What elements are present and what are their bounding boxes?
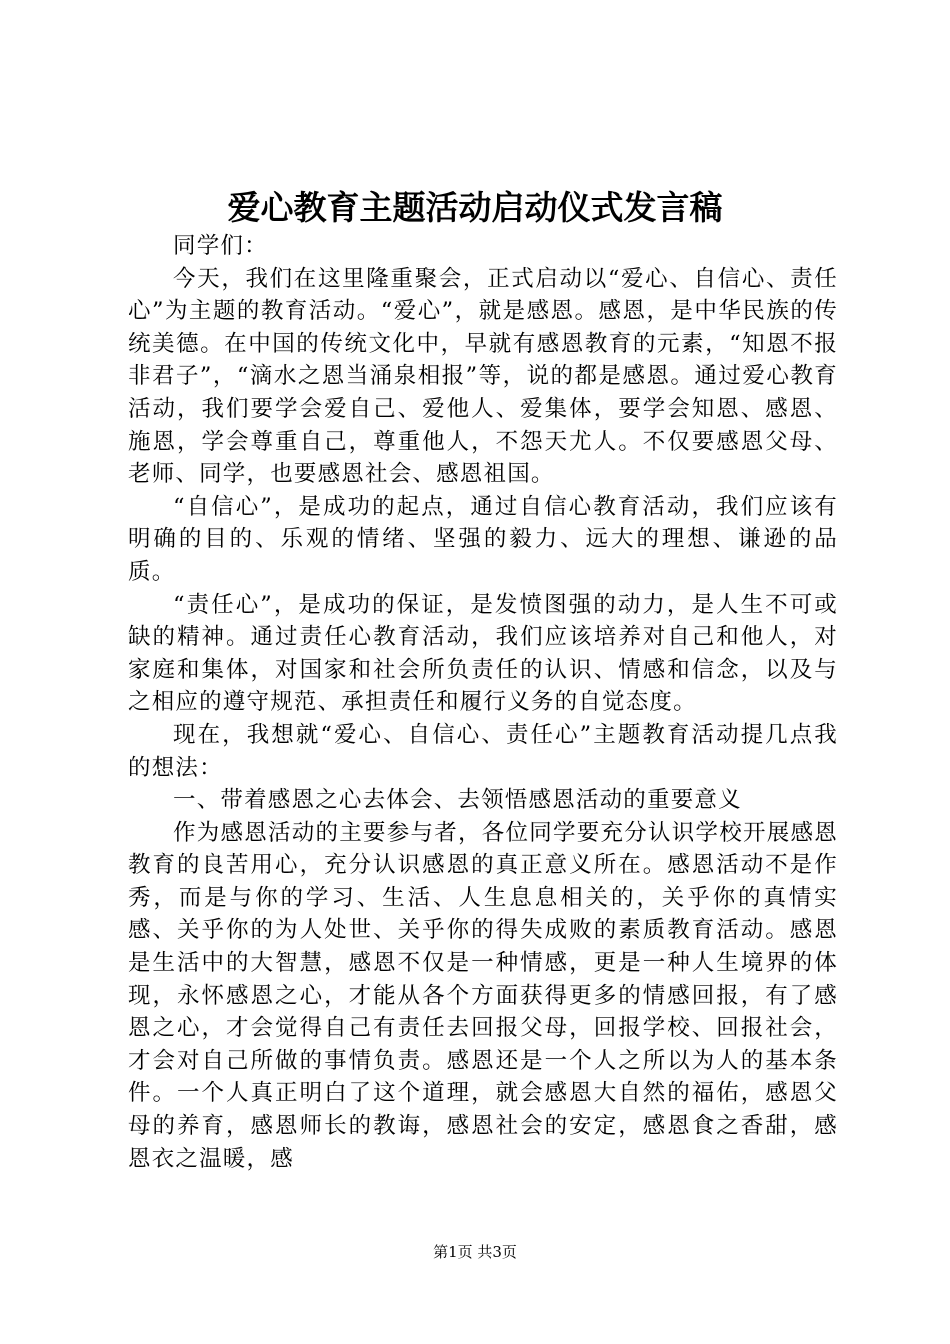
paragraph-responsibility: “责任心”，是成功的保证，是发愤图强的动力，是人生不可或缺的精神。通过责任心教育活动，我们应该培养对自己和他人，对家庭和集体，对国家和社会所负责任的认识、情感和信念，以及与之相应的遵守规范、承担责任和履行义务的自觉态度。 xyxy=(128,591,838,716)
section-heading-1: 一、带着感恩之心去体会、去领悟感恩活动的重要意义 xyxy=(173,787,742,814)
document-title: 爱心教育主题活动启动仪式发言稿 xyxy=(227,188,723,227)
salutation: 同学们： xyxy=(173,233,268,259)
document-body xyxy=(128,230,838,1175)
paragraph-proposal: 现在，我想就“爱心、自信心、责任心”主题教育活动提几点我的想法： xyxy=(128,721,838,781)
page-footer: 第1页 共3页 xyxy=(433,1243,517,1261)
paragraph-intro: 今天，我们在这里隆重聚会，正式启动以“爱心、自信心、责任心”为主题的教育活动。“爱心”，就是感恩。感恩，是中华民族的传统美德。在中国的传统文化中，早就有感恩教育的元素，“知恩不报非君子”，“滴水之恩当涌泉相报”等，说的都是感恩。通过爱心教育活动，我们要学会爱自己、爱他人、爱集体，要学会知恩、感恩、施恩，学会尊重自己，尊重他人，不怨天尤人。不仅要感恩父母、老师、同学，也要感恩社会、感恩祖国。 xyxy=(128,265,838,488)
paragraph-confidence: “自信心”，是成功的起点，通过自信心教育活动，我们应该有明确的目的、乐观的情绪、坚强的毅力、远大的理想、谦逊的品质。 xyxy=(128,493,838,585)
paragraph-gratitude: 作为感恩活动的主要参与者，各位同学要充分认识学校开展感恩教育的良苦用心，充分认识感恩的真正意义所在。感恩活动不是作秀，而是与你的学习、生活、人生息息相关的，关乎你的真情实感、关乎你的为人处世、关乎你的得失成败的素质教育活动。感恩是生活中的大智慧，感恩不仅是一种情感，更是一种人生境界的体现，永怀感恩之心，才能从各个方面获得更多的情感回报，有了感恩之心，才会觉得自己有责任去回报父母，回报学校、回报社会，才会对自己所做的事情负责。感恩还是一个人之所以为人的基本条件。一个人真正明白了这个道理，就会感恩大自然的福佑，感恩父母的养育，感恩师长的教诲，感恩社会的安定，感恩食之香甜，感恩衣之温暖，感 xyxy=(128,819,838,1172)
